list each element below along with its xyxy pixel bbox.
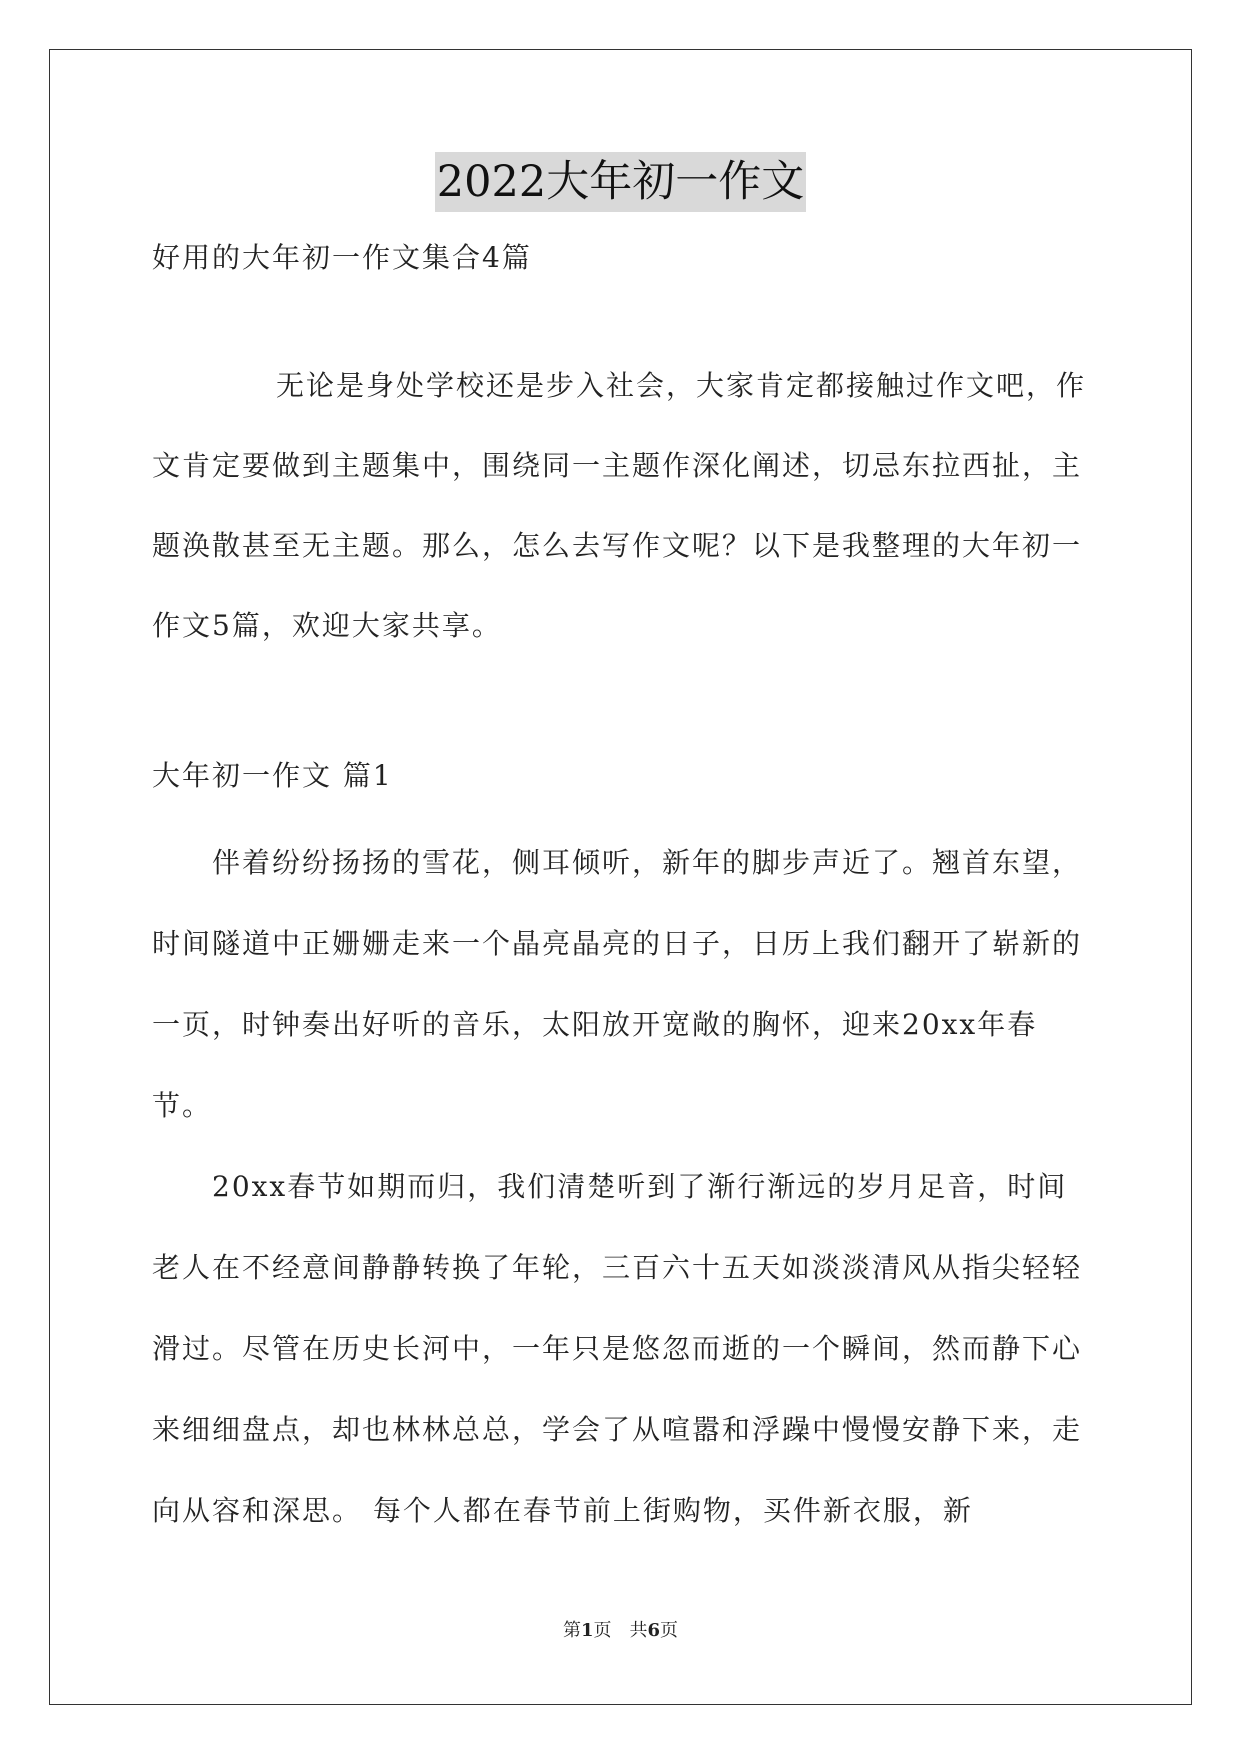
footer-page-suffix: 页: [660, 1620, 679, 1641]
title-container: [0, 152, 1241, 212]
page-footer: [0, 1619, 1241, 1643]
footer-page-prefix: 第: [562, 1620, 581, 1641]
intro-paragraph: 无论是身处学校还是步入社会，大家肯定都接触过作文吧，作文肯定要做到主题集中，围绕同一主题作深化阐述，切忌东拉西扯，主题涣散甚至无主题。那么，怎么去写作文呢？以下是我整理的大年初一作文5篇，欢迎大家共享。: [152, 369, 1087, 642]
footer-page-current: 1: [580, 1620, 594, 1641]
document-subtitle: 好用的大年初一作文集合4篇: [152, 241, 532, 274]
footer-page-mid: 页 共: [593, 1620, 648, 1641]
document-title: 2022大年初一作文: [435, 152, 806, 212]
footer-page-total: 6: [647, 1620, 661, 1641]
paragraph-2: 20xx春节如期而归，我们清楚听到了渐行渐远的岁月足音，时间老人在不经意间静静转换了年轮，三百六十五天如淡淡清风从指尖轻轻滑过。尽管在历史长河中，一年只是悠忽而逝的一个瞬间，然而静下心来细细盘点，却也林林总总，学会了从喧嚣和浮躁中慢慢安静下来，走向从容和深思。 每个人都在春节前上街购物，买件新衣服，新: [152, 1170, 1083, 1527]
section-heading: 大年初一作文 篇1: [152, 759, 393, 792]
paragraph-1: 伴着纷纷扬扬的雪花，侧耳倾听，新年的脚步声近了。翘首东望，时间隧道中正姗姗走来一个晶亮晶亮的日子，日历上我们翻开了崭新的一页，时钟奏出好听的音乐，太阳放开宽敞的胸怀，迎来20xx年春节。: [152, 846, 1083, 1122]
